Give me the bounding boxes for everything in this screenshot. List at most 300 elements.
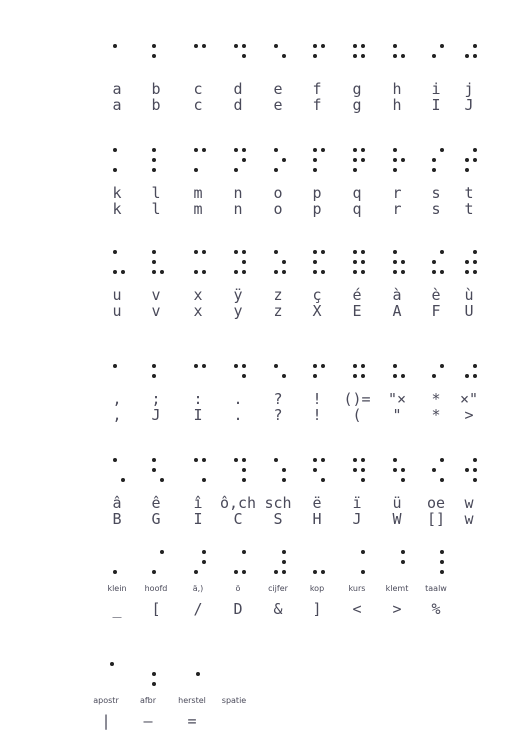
braille-dot-3: [113, 168, 117, 172]
cell-secondary-label: J: [352, 510, 362, 528]
braille-dot-5: [242, 468, 246, 472]
braille-dot-3: [313, 570, 317, 574]
braille-dot-4: [321, 250, 325, 254]
braille-dot-2: [152, 54, 156, 58]
cell-primary-label: x: [193, 286, 203, 304]
braille-dot-4: [160, 550, 164, 554]
braille-cell: [377, 248, 417, 320]
braille-dot-2: [353, 260, 357, 264]
braille-dot-4: [242, 458, 246, 462]
cell-primary-label: m: [193, 184, 203, 202]
braille-cell: [97, 42, 137, 114]
braille-cell: [258, 42, 298, 114]
braille-cell: [97, 146, 137, 218]
braille-dots: [172, 660, 212, 692]
braille-dot-1: [353, 148, 357, 152]
cell-primary-label: ï: [352, 494, 362, 512]
cell-primary-label: h: [392, 80, 402, 98]
braille-dot-6: [401, 374, 405, 378]
braille-dot-5: [361, 468, 365, 472]
braille-dots: [297, 248, 337, 280]
braille-dot-6: [202, 270, 206, 274]
braille-dots: [297, 548, 337, 580]
cell-secondary-label: <: [352, 600, 362, 618]
braille-cell: [416, 548, 456, 618]
braille-dots: [136, 352, 176, 384]
cell-secondary-label: k: [112, 200, 122, 218]
cell-primary-label: ;: [151, 390, 161, 408]
braille-dot-6: [321, 478, 325, 482]
braille-dot-2: [353, 468, 357, 472]
braille-dot-3: [432, 168, 436, 172]
braille-cell: [297, 456, 337, 528]
cell-primary-label: u: [112, 286, 122, 304]
braille-dot-4: [440, 44, 444, 48]
braille-dots: [297, 42, 337, 74]
braille-dot-6: [121, 270, 125, 274]
braille-dots: [136, 548, 176, 580]
braille-dot-4: [440, 148, 444, 152]
braille-dot-1: [353, 44, 357, 48]
braille-dot-1: [353, 458, 357, 462]
braille-dot-3: [353, 374, 357, 378]
braille-dots: [178, 456, 218, 488]
cell-secondary-label: ?: [273, 406, 283, 424]
braille-dot-4: [473, 148, 477, 152]
braille-dot-2: [393, 54, 397, 58]
braille-cell: [218, 146, 258, 218]
braille-dot-4: [242, 550, 246, 554]
braille-dot-1: [234, 148, 238, 152]
braille-cell: [297, 352, 337, 424]
braille-dot-2: [465, 54, 469, 58]
braille-dot-3: [152, 570, 156, 574]
cell-primary-label: ä,): [192, 584, 204, 593]
braille-dot-1: [313, 148, 317, 152]
braille-dot-3: [234, 570, 238, 574]
braille-cell: [258, 146, 298, 218]
braille-dots: [97, 352, 137, 384]
braille-dots: [218, 42, 258, 74]
cell-primary-label: spatie: [221, 696, 247, 705]
braille-cell: [449, 146, 489, 218]
braille-dot-6: [473, 374, 477, 378]
braille-dot-6: [473, 478, 477, 482]
cell-primary-label: klein: [107, 584, 127, 593]
braille-dots: [449, 456, 489, 488]
braille-dots: [377, 548, 417, 580]
cell-primary-label: p: [312, 184, 322, 202]
braille-dot-5: [361, 364, 365, 368]
braille-dots: [297, 352, 337, 384]
braille-dot-4: [473, 250, 477, 254]
braille-dot-1: [152, 148, 156, 152]
braille-dot-6: [321, 270, 325, 274]
braille-dots: [337, 248, 377, 280]
braille-dot-5: [242, 364, 246, 368]
braille-dot-6: [282, 478, 286, 482]
cell-primary-label: ?: [273, 390, 283, 408]
braille-dot-1: [353, 250, 357, 254]
braille-dot-2: [234, 364, 238, 368]
braille-dot-4: [202, 44, 206, 48]
braille-dots: [258, 352, 298, 384]
braille-dot-2: [313, 158, 317, 162]
cell-secondary-label: ]: [312, 600, 322, 618]
cell-secondary-label: t: [464, 200, 474, 218]
braille-dot-1: [393, 250, 397, 254]
braille-dot-2: [393, 468, 397, 472]
cell-secondary-label: o: [273, 200, 283, 218]
braille-dots: [136, 42, 176, 74]
braille-dot-6: [361, 478, 365, 482]
braille-cell: [178, 42, 218, 114]
braille-dot-2: [432, 158, 436, 162]
cell-primary-label: c: [193, 80, 203, 98]
cell-primary-label: ×": [459, 390, 479, 408]
braille-dot-6: [160, 270, 164, 274]
braille-dots: [377, 42, 417, 74]
cell-secondary-label: p: [312, 200, 322, 218]
braille-dot-5: [202, 364, 206, 368]
braille-dot-4: [473, 44, 477, 48]
cell-secondary-label: E: [352, 302, 362, 320]
cell-secondary-label: C: [233, 510, 243, 528]
braille-dots: [97, 456, 137, 488]
braille-dot-4: [202, 550, 206, 554]
cell-primary-label: taalw: [425, 584, 447, 593]
braille-dots: [258, 456, 298, 488]
braille-dot-4: [321, 148, 325, 152]
braille-dot-6: [282, 270, 286, 274]
braille-dot-2: [393, 364, 397, 368]
cell-primary-label: ,: [112, 390, 122, 408]
cell-primary-label: j: [464, 80, 474, 98]
braille-cell: [218, 42, 258, 114]
braille-dot-5: [473, 260, 477, 264]
braille-cell: [449, 42, 489, 114]
braille-cell: [86, 660, 126, 730]
braille-dots: [258, 248, 298, 280]
braille-dots: [416, 548, 456, 580]
braille-dot-3: [113, 570, 117, 574]
braille-dots: [297, 456, 337, 488]
cell-secondary-label: A: [392, 302, 402, 320]
braille-cell: [136, 352, 176, 424]
braille-dot-5: [473, 54, 477, 58]
braille-dot-1: [194, 44, 198, 48]
cell-secondary-label: (: [352, 406, 362, 424]
cell-secondary-label: e: [273, 96, 283, 114]
braille-dot-3: [152, 168, 156, 172]
cell-secondary-label: d: [233, 96, 243, 114]
braille-dot-4: [440, 458, 444, 462]
braille-dots: [377, 352, 417, 384]
cell-secondary-label: U: [464, 302, 474, 320]
cell-secondary-label: ": [392, 406, 402, 424]
braille-dot-1: [152, 250, 156, 254]
braille-dot-5: [242, 158, 246, 162]
braille-dot-1: [234, 458, 238, 462]
braille-dots: [337, 548, 377, 580]
braille-dot-1: [194, 458, 198, 462]
cell-primary-label: t: [464, 184, 474, 202]
braille-dot-3: [234, 270, 238, 274]
braille-cell: [377, 456, 417, 528]
braille-dot-6: [361, 570, 365, 574]
braille-cell: [337, 456, 377, 528]
braille-dot-3: [393, 270, 397, 274]
cell-secondary-label: X: [312, 302, 322, 320]
cell-primary-label: b: [151, 80, 161, 98]
braille-dots: [97, 548, 137, 580]
braille-dot-3: [465, 168, 469, 172]
braille-dot-4: [202, 250, 206, 254]
braille-dot-3: [274, 168, 278, 172]
braille-dot-6: [361, 270, 365, 274]
cell-primary-label: ü: [392, 494, 402, 512]
braille-dots: [178, 42, 218, 74]
cell-primary-label: s: [431, 184, 441, 202]
cell-secondary-label: W: [392, 510, 402, 528]
braille-cell: [136, 146, 176, 218]
braille-dots: [297, 146, 337, 178]
braille-cell: [377, 42, 417, 114]
cell-primary-label: cijfer: [268, 584, 288, 593]
braille-dots: [136, 456, 176, 488]
braille-dot-3: [113, 270, 117, 274]
braille-dot-6: [440, 478, 444, 482]
braille-cell: [136, 548, 176, 618]
braille-dots: [178, 548, 218, 580]
braille-dots: [337, 456, 377, 488]
braille-dot-6: [242, 570, 246, 574]
cell-primary-label: k: [112, 184, 122, 202]
braille-dot-2: [194, 364, 198, 368]
cell-primary-label: l: [151, 184, 161, 202]
cell-secondary-label: n: [233, 200, 243, 218]
braille-dot-2: [465, 468, 469, 472]
braille-cell: [258, 456, 298, 528]
braille-dots: [337, 146, 377, 178]
cell-primary-label: kop: [309, 584, 325, 593]
cell-secondary-label: [: [151, 600, 161, 618]
braille-dot-1: [393, 458, 397, 462]
braille-dots: [128, 660, 168, 692]
braille-dot-2: [313, 468, 317, 472]
cell-secondary-label: J: [151, 406, 161, 424]
braille-dot-1: [393, 44, 397, 48]
braille-dot-5: [440, 364, 444, 368]
braille-dot-5: [473, 468, 477, 472]
braille-dot-4: [202, 148, 206, 152]
braille-dot-2: [152, 260, 156, 264]
braille-cell: [337, 146, 377, 218]
braille-dot-4: [361, 550, 365, 554]
braille-dot-6: [440, 270, 444, 274]
braille-dot-2: [465, 158, 469, 162]
cell-secondary-label: v: [151, 302, 161, 320]
braille-dot-3: [353, 168, 357, 172]
braille-cell: [218, 352, 258, 424]
braille-dot-3: [313, 374, 317, 378]
cell-primary-label: ö: [235, 584, 241, 593]
braille-cell: [337, 352, 377, 424]
braille-dot-2: [393, 158, 397, 162]
cell-primary-label: ç: [312, 286, 322, 304]
braille-cell: [449, 352, 489, 424]
braille-dot-4: [242, 250, 246, 254]
braille-cell: [218, 248, 258, 320]
braille-dot-2: [353, 364, 357, 368]
braille-cell: [97, 456, 137, 528]
braille-dot-4: [282, 550, 286, 554]
cell-primary-label: ë: [312, 494, 322, 512]
cell-secondary-label: G: [151, 510, 161, 528]
cell-secondary-label: h: [392, 96, 402, 114]
braille-dot-1: [274, 250, 278, 254]
braille-dot-1: [113, 148, 117, 152]
braille-dot-2: [313, 54, 317, 58]
braille-dots: [337, 352, 377, 384]
cell-secondary-label: []: [426, 510, 446, 528]
cell-secondary-label: *: [431, 406, 441, 424]
braille-cell: [128, 660, 168, 730]
braille-dot-5: [202, 560, 206, 564]
cell-secondary-label: .: [233, 406, 243, 424]
braille-dot-5: [401, 260, 405, 264]
braille-cell: [449, 248, 489, 320]
braille-cell: [377, 352, 417, 424]
braille-dot-5: [282, 560, 286, 564]
cell-primary-label: kurs: [348, 584, 366, 593]
braille-dot-3: [353, 270, 357, 274]
braille-dot-2: [152, 158, 156, 162]
braille-dots: [258, 146, 298, 178]
braille-dot-3: [393, 374, 397, 378]
braille-dots: [377, 248, 417, 280]
braille-dot-4: [202, 458, 206, 462]
braille-dots: [218, 456, 258, 488]
braille-cell: [297, 146, 337, 218]
braille-dot-5: [401, 468, 405, 472]
braille-dot-6: [282, 374, 286, 378]
braille-dot-6: [160, 478, 164, 482]
braille-dot-2: [274, 364, 278, 368]
braille-dot-3: [152, 374, 156, 378]
cell-secondary-label: I: [193, 510, 203, 528]
braille-dot-1: [194, 250, 198, 254]
braille-dot-3: [432, 270, 436, 274]
braille-dot-4: [361, 458, 365, 462]
cell-primary-label: g: [352, 80, 362, 98]
braille-dot-4: [361, 250, 365, 254]
cell-primary-label: *: [431, 390, 441, 408]
braille-dot-2: [313, 364, 317, 368]
braille-dot-2: [393, 260, 397, 264]
braille-dots: [337, 42, 377, 74]
braille-dots: [218, 146, 258, 178]
braille-dot-4: [321, 458, 325, 462]
cell-primary-label: e: [273, 80, 283, 98]
cell-secondary-label: l: [151, 200, 161, 218]
cell-primary-label: a: [112, 80, 122, 98]
braille-cell: [97, 548, 137, 618]
braille-dot-2: [432, 54, 436, 58]
braille-dot-5: [282, 158, 286, 162]
braille-dots: [258, 548, 298, 580]
braille-dots: [97, 146, 137, 178]
cell-secondary-label: y: [233, 302, 243, 320]
braille-cell: [136, 42, 176, 114]
braille-cell: [377, 146, 417, 218]
braille-dot-4: [321, 44, 325, 48]
cell-primary-label: z: [273, 286, 283, 304]
braille-dot-6: [202, 478, 206, 482]
cell-secondary-label: f: [312, 96, 322, 114]
cell-secondary-label: s: [431, 200, 441, 218]
braille-dot-2: [152, 364, 156, 368]
cell-primary-label: f: [312, 80, 322, 98]
braille-dot-1: [152, 44, 156, 48]
cell-secondary-label: x: [193, 302, 203, 320]
cell-secondary-label: %: [431, 600, 441, 618]
cell-primary-label: herstel: [178, 696, 206, 705]
cell-secondary-label: —: [143, 712, 153, 730]
braille-dot-6: [401, 270, 405, 274]
braille-dot-2: [313, 260, 317, 264]
cell-primary-label: i: [431, 80, 441, 98]
braille-dot-1: [113, 458, 117, 462]
braille-dots: [214, 660, 254, 692]
braille-dot-5: [361, 260, 365, 264]
braille-dot-3: [393, 168, 397, 172]
braille-dot-2: [432, 260, 436, 264]
braille-dot-6: [321, 570, 325, 574]
braille-dot-5: [242, 260, 246, 264]
cell-primary-label: î: [193, 494, 203, 512]
braille-cell: [178, 352, 218, 424]
braille-dot-5: [196, 672, 200, 676]
cell-secondary-label: a: [112, 96, 122, 114]
cell-secondary-label: |: [101, 712, 111, 730]
cell-secondary-label: H: [312, 510, 322, 528]
cell-secondary-label: c: [193, 96, 203, 114]
braille-dot-6: [242, 270, 246, 274]
braille-dot-4: [242, 44, 246, 48]
braille-dot-3: [313, 270, 317, 274]
braille-dots: [218, 548, 258, 580]
braille-dots: [449, 146, 489, 178]
braille-dot-1: [194, 148, 198, 152]
cell-primary-label: ô,ch: [219, 494, 257, 512]
braille-dots: [449, 42, 489, 74]
braille-dots: [136, 146, 176, 178]
braille-dot-5: [401, 560, 405, 564]
braille-cell: [178, 146, 218, 218]
cell-primary-label: ê: [151, 494, 161, 512]
braille-cell: [258, 548, 298, 618]
braille-dot-4: [440, 550, 444, 554]
braille-dot-3: [152, 270, 156, 274]
braille-dot-2: [353, 158, 357, 162]
braille-dot-1: [313, 250, 317, 254]
cell-secondary-label: _: [112, 600, 122, 618]
cell-secondary-label: J: [464, 96, 474, 114]
braille-dots: [377, 456, 417, 488]
braille-dot-5: [401, 158, 405, 162]
braille-dot-5: [361, 54, 365, 58]
